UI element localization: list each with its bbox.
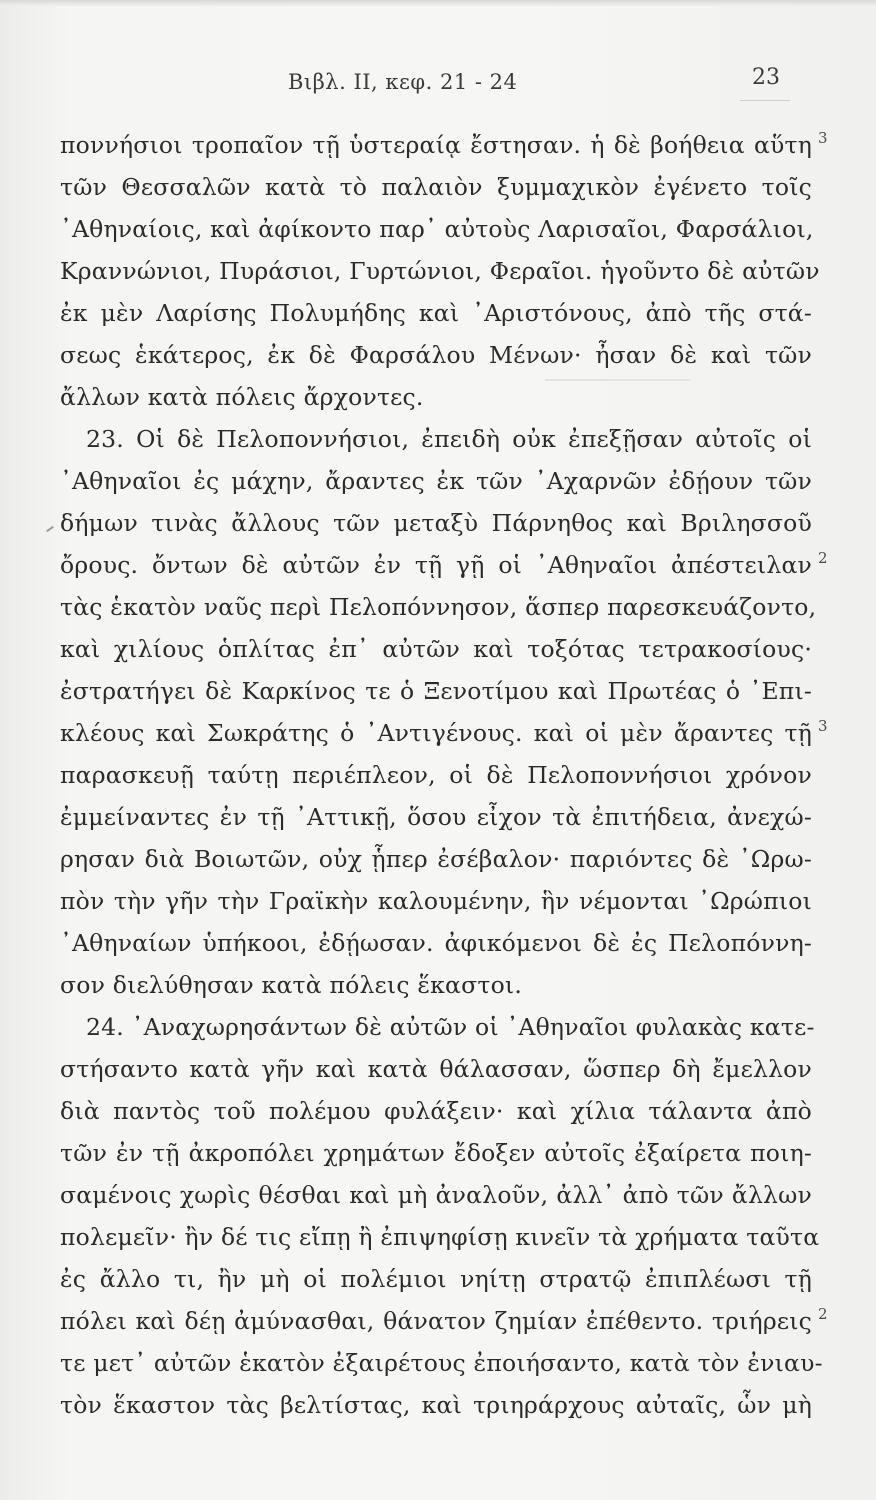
text-line: τὰς ἑκατὸν ναῦς περὶ Πελοπόννησον, ἅσπερ παρεσκευάζοντο, [60, 593, 817, 621]
text-line: δήμων τινὰς ἄλλους τῶν μεταξὺ Πάρνηθος καὶ Βριλησσοῦ [60, 509, 812, 537]
text-line: πόλει καὶ δέῃ ἀμύνασθαι, θάνατον ζημίαν ἐπέθεντο. τριήρεις [60, 1307, 812, 1335]
text-line: ὄρους. ὄντων δὲ αὐτῶν ἐν τῇ γῇ οἱ ᾿Αθηναῖοι ἀπέστειλαν [60, 551, 812, 579]
text-line: ᾿Αθηναίων ὑπήκοοι, ἐδῄωσαν. ἀφικόμενοι δὲ ἐς Πελοπόννη- [60, 929, 812, 957]
text-line: σαμένοις χωρὶς θέσθαι καὶ μὴ ἀναλοῦν, ἀλλ᾿ ἀπὸ τῶν ἄλλων [60, 1181, 812, 1209]
page-number: 23 [752, 65, 780, 90]
text-line: στήσαντο κατὰ γῆν καὶ κατὰ θάλασσαν, ὥσπερ δὴ ἔμελλον [60, 1055, 812, 1083]
text-line: 24. ᾿Αναχωρησάντων δὲ αὐτῶν οἱ ᾿Αθηναῖοι φυλακὰς κατε- [86, 1013, 815, 1041]
text-line: ἄλλων κατὰ πόλεις ἄρχοντες. [60, 383, 424, 411]
text-line: τῶν Θεσσαλῶν κατὰ τὸ παλαιὸν ξυμμαχικὸν ἐγένετο τοῖς [60, 173, 812, 201]
text-line: ρησαν διὰ Βοιωτῶν, οὐχ ᾗπερ ἐσέβαλον· παριόντες δὲ ᾿Ωρω- [60, 845, 812, 873]
text-line: τὸν ἕκαστον τὰς βελτίστας, καὶ τριηράρχους αὐταῖς, ὧν μὴ [60, 1391, 812, 1419]
text-line: ποννήσιοι τροπαῖον τῇ ὑστεραίᾳ ἔστησαν. ἡ δὲ βοήθεια αὕτη [60, 131, 812, 159]
margin-section-number: 2 [818, 1305, 828, 1323]
text-line: ᾿Αθηναίοις, καὶ ἀφίκοντο παρ᾿ αὐτοὺς Λαρισαῖοι, Φαρσάλιοι, [60, 215, 814, 243]
margin-section-number: 3 [818, 129, 828, 147]
text-line: Κραννώνιοι, Πυράσιοι, Γυρτώνιοι, Φεραῖοι. ἡγοῦντο δὲ αὐτῶν [60, 257, 820, 285]
text-line: καὶ χιλίους ὁπλίτας ἐπ᾿ αὐτῶν καὶ τοξότας τετρακοσίους· [60, 635, 812, 663]
text-line: τε μετ᾿ αὐτῶν ἑκατὸν ἐξαιρέτους ἐποιήσαντο, κατὰ τὸν ἐνιαυ- [60, 1349, 823, 1377]
margin-section-number: 2 [818, 549, 828, 567]
text-line: ἐστρατήγει δὲ Καρκίνος τε ὁ Ξενοτίμου καὶ Πρωτέας ὁ ᾿Επι- [60, 677, 812, 705]
running-head: Βιβλ. II, κεφ. 21 - 24 [288, 70, 518, 94]
text-line: παρασκευῇ ταύτῃ περιέπλεον, οἱ δὲ Πελοποννήσιοι χρόνον [60, 761, 812, 789]
text-line: πολεμεῖν· ἢν δέ τις εἴπῃ ἢ ἐπιψηφίσῃ κινεῖν τὰ χρήματα ταῦτα [60, 1223, 820, 1251]
text-line: σον διελύθησαν κατὰ πόλεις ἕκαστοι. [60, 971, 523, 999]
text-line: διὰ παντὸς τοῦ πολέμου φυλάξειν· καὶ χίλια τάλαντα ἀπὸ [60, 1097, 812, 1125]
text-line: ἐκ μὲν Λαρίσης Πολυμήδης καὶ ᾿Αριστόνους, ἀπὸ τῆς στά- [60, 299, 812, 327]
text-line: σεως ἑκάτερος, ἐκ δὲ Φαρσάλου Μένων· ἦσαν δὲ καὶ τῶν [60, 341, 812, 369]
text-line: 23. Οἱ δὲ Πελοποννήσιοι, ἐπειδὴ οὐκ ἐπεξῇσαν αὐτοῖς οἱ [86, 425, 812, 453]
text-line: κλέους καὶ Σωκράτης ὁ ᾿Αντιγένους. καὶ οἱ μὲν ἄραντες τῇ [60, 719, 812, 747]
text-line: τῶν ἐν τῇ ἀκροπόλει χρημάτων ἔδοξεν αὐτοῖς ἐξαίρετα ποιη- [60, 1139, 812, 1167]
text-line: πὸν τὴν γῆν τὴν Γραϊκὴν καλουμένην, ἣν νέμονται ᾿Ωρώπιοι [60, 887, 812, 915]
text-line: ἐς ἄλλο τι, ἢν μὴ οἱ πολέμιοι νηίτῃ στρατῷ ἐπιπλέωσι τῇ [60, 1265, 812, 1293]
margin-section-number: 3 [818, 717, 828, 735]
text-line: ᾿Αθηναῖοι ἐς μάχην, ἄραντες ἐκ τῶν ᾿Αχαρνῶν ἐδῄουν τῶν [60, 467, 812, 495]
text-line: ἐμμείναντες ἐν τῇ ᾿Αττικῇ, ὅσου εἶχον τὰ ἐπιτήδεια, ἀνεχώ- [60, 803, 812, 831]
